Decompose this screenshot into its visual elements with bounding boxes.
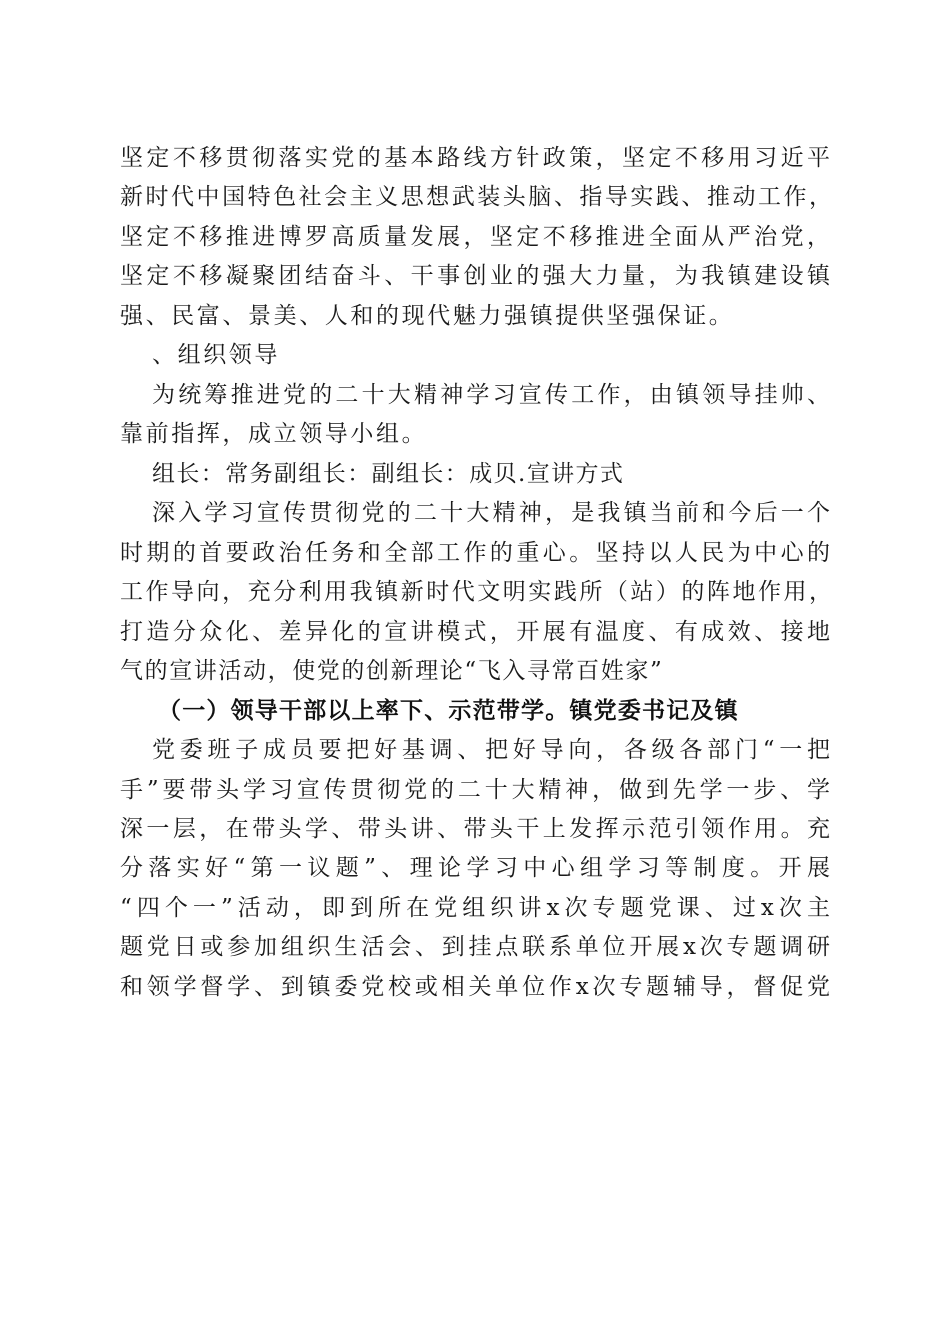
paragraph-line: 新时代中国特色社会主义思想武装头脑、指导实践、推动工作，: [120, 184, 832, 210]
paragraph-line: 深入学习宣传贯彻党的二十大精神，是我镇当前和今后一个: [152, 500, 830, 526]
paragraph-line: 靠前指挥，成立领导小组。: [120, 421, 428, 447]
paragraph-line: 坚定不移贯彻落实党的基本路线方针政策，坚定不移用习近平: [120, 145, 830, 171]
paragraph-line: “四个一”活动，即到所在党组织讲x次专题党课、过x次主: [120, 895, 830, 921]
paragraph-line: 时期的首要政治任务和全部工作的重心。坚持以人民为中心的: [120, 540, 830, 566]
paragraph-line: 手”要带头学习宣传贯彻党的二十大精神，做到先学一步、学: [120, 777, 830, 803]
paragraph-line: 党委班子成员要把好基调、把好导向，各级各部门“一把: [152, 737, 830, 763]
paragraph-line: 工作导向，充分利用我镇新时代文明实践所（站）的阵地作用，: [120, 579, 832, 605]
paragraph-line: 深一层，在带头学、带头讲、带头干上发挥示范引领作用。充: [120, 816, 830, 842]
section-heading: 、组织领导: [152, 342, 280, 368]
paragraph-line: 坚定不移推进博罗高质量发展，坚定不移推进全面从严治党，: [120, 224, 830, 250]
paragraph-line: 分落实好“第一议题”、理论学习中心组学习等制度。开展: [120, 855, 830, 881]
paragraph-line: 坚定不移凝聚团结奋斗、干事创业的强大力量，为我镇建设镇: [120, 263, 830, 289]
paragraph-line: 和领学督学、到镇委党校或相关单位作x次专题辅导，督促党: [120, 974, 830, 1000]
subsection-heading: （一）领导干部以上率下、示范带学。镇党委书记及镇: [158, 697, 739, 724]
paragraph-line: 题党日或参加组织生活会、到挂点联系单位开展x次专题调研: [120, 934, 830, 960]
paragraph-line: 打造分众化、差异化的宣讲模式，开展有温度、有成效、接地: [120, 619, 830, 645]
paragraph-line: 为统筹推进党的二十大精神学习宣传工作，由镇领导挂帅、: [152, 382, 830, 408]
paragraph-line: 强、民富、景美、人和的现代魅力强镇提供坚强保证。: [120, 303, 735, 329]
paragraph-line: 组长：常务副组长：副组长：成贝.宣讲方式: [152, 461, 625, 487]
paragraph-line: 气的宣讲活动，使党的创新理论“飞入寻常百姓家”: [120, 658, 664, 684]
